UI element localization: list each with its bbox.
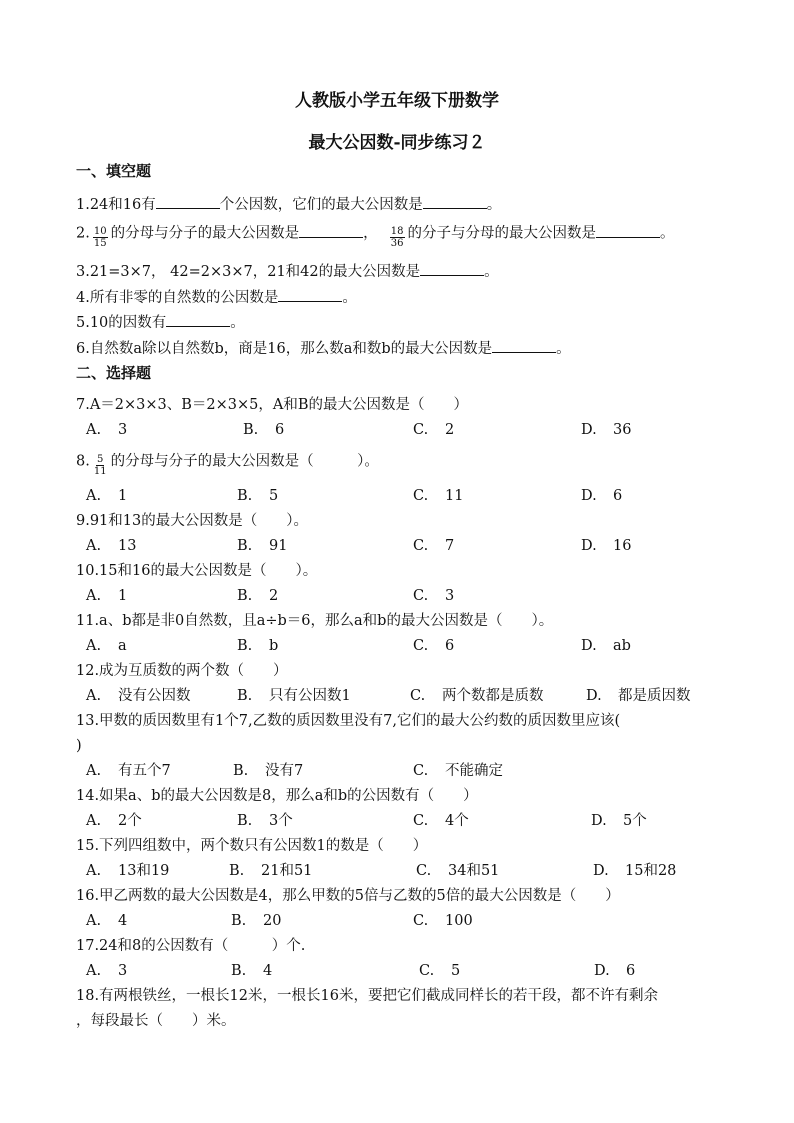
question-1: 1.24和16有 个公因数，它们的最大公因数是 。 — [76, 194, 501, 215]
option-b[interactable]: B. 6 — [243, 422, 285, 438]
document-subtitle: 最大公因数-同步练习２ — [308, 133, 486, 153]
option-b[interactable]: B. 3个 — [237, 813, 293, 829]
option-a[interactable]: A. 有五个7 — [86, 763, 171, 779]
document-title: 人教版小学五年级下册数学 — [295, 91, 499, 111]
option-d[interactable]: D. 16 — [581, 538, 632, 554]
option-d[interactable]: D. 都是质因数 — [586, 688, 691, 704]
fraction: $\frac{18}{36}$ — [390, 226, 404, 249]
option-c[interactable]: C. 7 — [413, 538, 455, 554]
answer-blank[interactable] — [492, 338, 556, 353]
question-3: 3.21=3×7， 42=2×3×7，21和42的最大公因数是 。 — [76, 261, 499, 282]
question-7: 7.A＝2×3×3、B＝2×3×5，A和B的最大公因数是（ ） — [76, 397, 469, 413]
answer-blank[interactable] — [423, 194, 487, 209]
question-13-continued: ) — [76, 738, 82, 754]
option-a[interactable]: A. 1 — [86, 588, 128, 604]
fraction: $\frac{5}{11}$ — [93, 454, 107, 477]
option-c[interactable]: C. 3 — [413, 588, 455, 604]
answer-blank[interactable] — [278, 287, 342, 302]
option-d[interactable]: D. 36 — [581, 422, 632, 438]
option-c[interactable]: C. 6 — [413, 638, 455, 654]
question-4: 4.所有非零的自然数的公因数是 。 — [76, 287, 357, 308]
option-c[interactable]: C. 11 — [413, 488, 464, 504]
question-9: 9.91和13的最大公因数是（ ）。 — [76, 513, 308, 529]
option-a[interactable]: A. 2个 — [86, 813, 142, 829]
question-18-continued: ，每段最长（ ）米。 — [76, 1013, 236, 1029]
option-a[interactable]: A. a — [86, 638, 127, 654]
option-d[interactable]: D. ab — [581, 638, 631, 654]
option-b[interactable]: B. 没有7 — [233, 763, 304, 779]
option-c[interactable]: C. 100 — [413, 913, 473, 929]
answer-blank[interactable] — [156, 194, 220, 209]
section-heading-multiple-choice: 二、选择题 — [76, 364, 152, 382]
question-12: 12.成为互质数的两个数（ ） — [76, 663, 288, 679]
option-a[interactable]: A. 3 — [86, 422, 128, 438]
question-8: 8. $\frac{5}{11}$ 的分母与分子的最大公因数是（ ）。 — [76, 453, 379, 477]
option-c[interactable]: C. 两个数都是质数 — [410, 688, 544, 704]
option-b[interactable]: B. b — [237, 638, 279, 654]
answer-blank[interactable] — [596, 223, 660, 238]
option-b[interactable]: B. 20 — [231, 913, 282, 929]
section-heading-fill-in: 一、填空题 — [76, 162, 152, 180]
question-14: 14.如果a、b的最大公因数是8，那么a和b的公因数有（ ） — [76, 788, 478, 804]
option-d[interactable]: D. 5个 — [591, 813, 647, 829]
option-b[interactable]: B. 4 — [231, 963, 273, 979]
option-c[interactable]: C. 34和51 — [416, 863, 500, 879]
option-b[interactable]: B. 91 — [237, 538, 288, 554]
option-a[interactable]: A. 13和19 — [86, 863, 170, 879]
option-c[interactable]: C. 4个 — [413, 813, 469, 829]
answer-blank[interactable] — [166, 312, 230, 327]
option-c[interactable]: C. 5 — [419, 963, 461, 979]
option-a[interactable]: A. 13 — [86, 538, 137, 554]
question-13: 13.甲数的质因数里有1个7,乙数的质因数里没有7,它们的最大公约数的质因数里应该( — [76, 713, 621, 729]
question-11: 11.a、b都是非0自然数，且a÷b＝6，那么a和b的最大公因数是（ ）。 — [76, 613, 554, 629]
option-a[interactable]: A. 1 — [86, 488, 128, 504]
option-c[interactable]: C. 不能确定 — [413, 763, 503, 779]
question-16: 16.甲乙两数的最大公因数是4，那么甲数的5倍与乙数的5倍的最大公因数是（ ） — [76, 888, 620, 904]
question-15: 15.下列四组数中，两个数只有公因数1的数是（ ） — [76, 838, 428, 854]
question-6: 6.自然数a除以自然数b，商是16，那么数a和数b的最大公因数是 。 — [76, 338, 571, 359]
option-b[interactable]: B. 21和51 — [229, 863, 313, 879]
fraction: $\frac{10}{15}$ — [93, 226, 107, 249]
question-5: 5.10的因数有 。 — [76, 312, 245, 333]
option-a[interactable]: A. 没有公因数 — [86, 688, 191, 704]
question-2: 2. $\frac{10}{15}$ 的分母与分子的最大公因数是 ， $\frac{18}{36}$ 的分子与分母的最大公因数是 。 — [76, 222, 675, 245]
option-d[interactable]: D. 6 — [594, 963, 636, 979]
answer-blank[interactable] — [420, 261, 484, 276]
question-18: 18.有两根铁丝，一根长12米，一根长16米，要把它们截成同样长的若干段，都不许有剩余 — [76, 988, 658, 1004]
question-10: 10.15和16的最大公因数是（ ）。 — [76, 563, 318, 579]
option-a[interactable]: A. 3 — [86, 963, 128, 979]
option-d[interactable]: D. 6 — [581, 488, 623, 504]
option-b[interactable]: B. 2 — [237, 588, 279, 604]
option-d[interactable]: D. 15和28 — [593, 863, 677, 879]
answer-blank[interactable] — [299, 223, 363, 238]
option-a[interactable]: A. 4 — [86, 913, 128, 929]
option-b[interactable]: B. 只有公因数1 — [237, 688, 351, 704]
question-17: 17.24和8的公因数有（ ）个. — [76, 938, 306, 954]
option-b[interactable]: B. 5 — [237, 488, 279, 504]
option-c[interactable]: C. 2 — [413, 422, 455, 438]
